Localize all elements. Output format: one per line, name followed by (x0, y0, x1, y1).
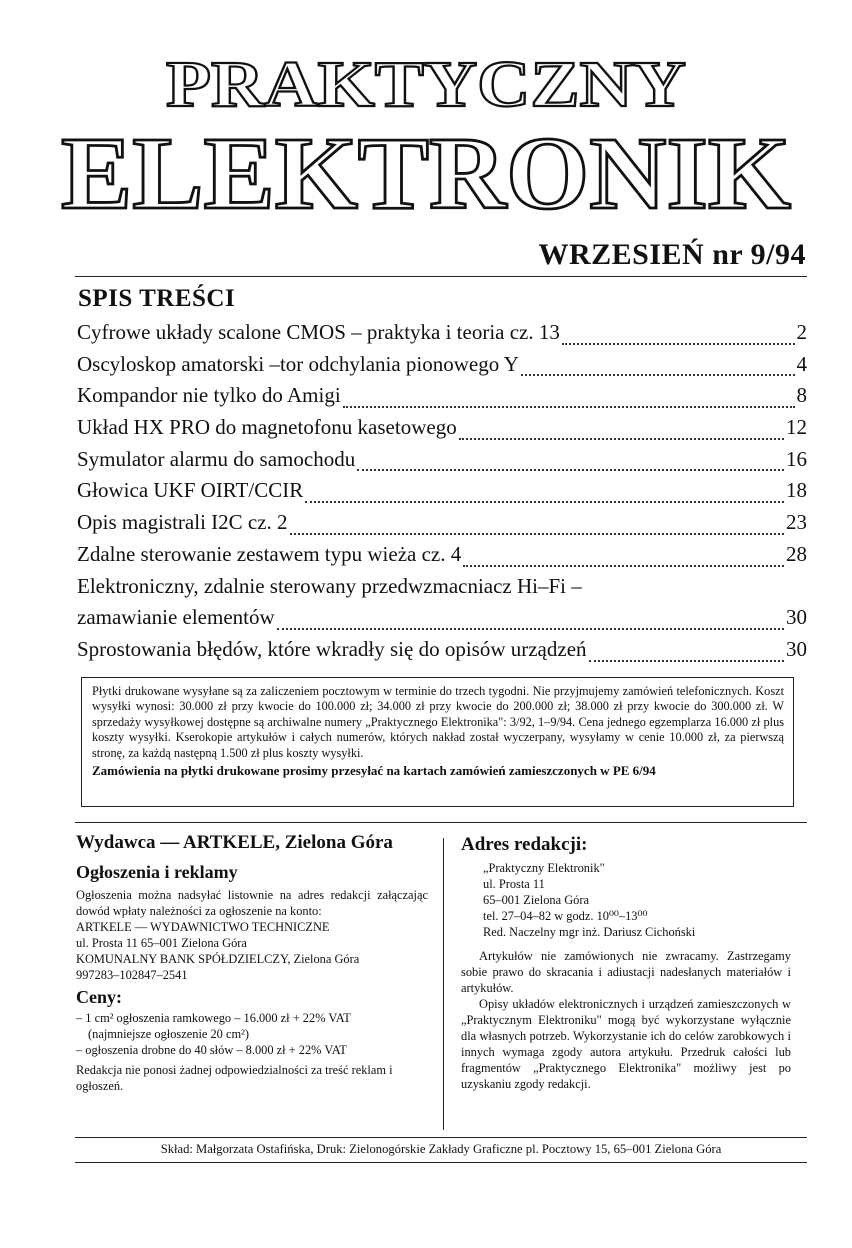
masthead-logo-bottom (46, 120, 806, 220)
toc-entry-page: 30 (786, 605, 807, 630)
toc-entry-title: Układ HX PRO do magnetofonu kasetowego (77, 415, 457, 440)
price-line: – 1 cm² ogłoszenia ramkowego – 16.000 zł + 22% VAT (76, 1011, 351, 1025)
divider-middle (75, 822, 807, 823)
toc-entry-title: Sprostowania błędów, które wkradły się do opisów urządzeń (77, 636, 587, 661)
toc-entry-page: 16 (786, 446, 807, 471)
masthead-logo-top (146, 50, 706, 116)
toc-entry-title: Cyfrowe układy scalone CMOS – praktyka i teoria cz. 13 (77, 320, 560, 344)
toc-entry[interactable] (77, 415, 807, 447)
ordering-info-text: Płytki drukowane wysyłane są za zaliczeniem pocztowym w terminie do trzech tygodni. Nie przyjmujemy zamówień telefonicznych. Koszt wysyłki wynosi: 30.000 zł przy kwocie do 100.000 zł; 34.000 zł przy kwocie do 200.000 zł; 38.000 zł przy kwocie do 300.000 zł. W sprzedaży wysyłkowej dostępne są archiwalne numery „Praktycznego Elektronika": 3/92, 1–9/94. Cena jednego egzemplarza 16.000 zł plus koszty wysyłki. Kserokopie artykułów i całych numerów, których nakład został wyczerpany, wysyłamy w cenie 10.000 zł, za pierwszą stronę, za każdą następną 1.500 zł plus koszty wysyłki. (92, 684, 784, 760)
divider-footer (75, 1162, 807, 1163)
toc-leader (305, 501, 784, 503)
publisher-heading: Wydawca — ARTKELE, Zielona Góra (76, 832, 393, 853)
toc-leader (562, 343, 795, 345)
toc-entry-title: Kompandor nie tylko do Amigi (77, 383, 341, 408)
address-line: „Praktyczny Elektronik" (483, 861, 605, 875)
liability-note: Redakcja nie ponosi żadnej odpowiedzialności za treść reklam i ogłoszeń. (76, 1063, 393, 1093)
toc-entry-title: Opis magistrali I2C cz. 2 (77, 510, 288, 535)
ads-heading: Ogłoszenia i reklamy (76, 862, 238, 882)
right-column (461, 834, 791, 1092)
toc-leader (290, 533, 784, 535)
toc-entry-title: Symulator alarmu do samochodu (77, 446, 356, 471)
toc-entry-title: Oscyloskop amatorski –tor odchylania pionowego Y (77, 351, 519, 376)
toc-entry-page: 30 (786, 636, 807, 661)
account-line: ARTKELE — WYDAWNICTWO TECHNICZNE (76, 920, 330, 934)
masthead-word-2: ELEKTRONIK (61, 120, 792, 220)
toc-entry-page: 8 (796, 383, 807, 408)
account-number: 997283–102847–2541 (76, 968, 188, 982)
toc-entry[interactable] (77, 574, 807, 606)
toc-title: SPIS TREŚCI (78, 285, 236, 312)
address-line: Red. Naczelny mgr inż. Dariusz Cichoński (483, 925, 696, 939)
toc-entry[interactable] (77, 320, 807, 352)
toc-leader (459, 438, 784, 440)
masthead-bottom (0, 120, 852, 220)
toc-entry-title: Zdalne sterowanie zestawem typu wieża cz. 4 (77, 541, 462, 566)
toc-leader (357, 469, 784, 471)
masthead-word-1: PRAKTYCZNY (166, 50, 686, 116)
address-heading: Adres redakcji: (461, 834, 588, 855)
ordering-info-box (81, 677, 794, 807)
address-line: 65–001 Zielona Góra (483, 893, 589, 907)
editorial-notice: Artykułów nie zamówionych nie zwracamy. Zastrzegamy sobie prawo do skracania i adiustacji nadesłanych materiałów i artykułów. (461, 949, 791, 995)
toc-entry[interactable] (77, 447, 807, 479)
divider-top (75, 276, 807, 277)
toc-entry[interactable] (77, 352, 807, 384)
toc-leader (589, 660, 784, 662)
toc-leader (277, 628, 784, 630)
toc-entry[interactable] (77, 478, 807, 510)
ordering-info-bold: Zamówienia na płytki drukowane prosimy przesyłać na kartach zamówień zamieszczonych w PE 6/94 (92, 763, 656, 779)
toc-entry-title: Elektroniczny, zdalnie sterowany przedwzmacniacz Hi–Fi – (77, 573, 582, 598)
address-line: ul. Prosta 11 (483, 877, 545, 891)
account-line: ul. Prosta 11 65–001 Zielona Góra (76, 936, 247, 950)
prices-heading: Ceny: (76, 987, 122, 1007)
toc-entry-page: 2 (796, 320, 807, 344)
column-divider (443, 838, 444, 1130)
toc-leader (521, 374, 795, 376)
toc-entry[interactable] (77, 605, 807, 637)
toc-entry-page: 4 (796, 351, 807, 376)
print-credits: Skład: Małgorzata Ostafińska, Druk: Zielonogórskie Zakłady Graficzne pl. Pocztowy 15, 65–001 Zielona Góra (160, 1142, 722, 1156)
table-of-contents (77, 320, 807, 669)
price-line: – ogłoszenia drobne do 40 słów – 8.000 zł + 22% VAT (76, 1043, 347, 1057)
toc-entry[interactable] (77, 510, 807, 542)
ads-text: Ogłoszenia można nadsyłać listownie na adres redakcji załączając dowód wpłaty należności za ogłoszenie na konto: (76, 888, 428, 918)
masthead-top (0, 50, 852, 116)
toc-entry-title: Głowica UKF OIRT/CCIR (77, 478, 304, 503)
toc-entry-page: 23 (786, 510, 807, 535)
issue-number: WRZESIEŃ nr 9/94 (538, 238, 806, 271)
toc-entry[interactable] (77, 542, 807, 574)
toc-entry-title: zamawianie elementów (77, 605, 275, 630)
toc-entry[interactable] (77, 383, 807, 415)
toc-entry-page: 12 (786, 415, 807, 440)
toc-entry[interactable] (77, 637, 807, 669)
left-column (76, 832, 428, 1094)
account-line: KOMUNALNY BANK SPÓŁDZIELCZY, Zielona Góra (76, 952, 360, 966)
toc-entry-page: 28 (786, 541, 807, 566)
price-line: (najmniejsze ogłoszenie 20 cm²) (88, 1027, 249, 1041)
divider-bottom (75, 1137, 807, 1138)
address-line: tel. 27–04–82 w godz. 10⁰⁰–13⁰⁰ (483, 909, 648, 923)
copyright-notice: Opisy układów elektronicznych i urządzeń zamieszczonych w „Praktycznym Elektroniku" mogą być wykorzystane wyłącznie dla własnych potrzeb. Wykorzystanie ich do celów zarobkowych i innych wymaga zgody autora artykułu. Przedruk całości lub fragmentów „Praktycznego Elektronika" możliwy jest po uzyskaniu zgody redakcji. (461, 997, 791, 1091)
toc-leader (343, 406, 795, 408)
toc-leader (463, 565, 784, 567)
toc-entry-page: 18 (786, 478, 807, 503)
